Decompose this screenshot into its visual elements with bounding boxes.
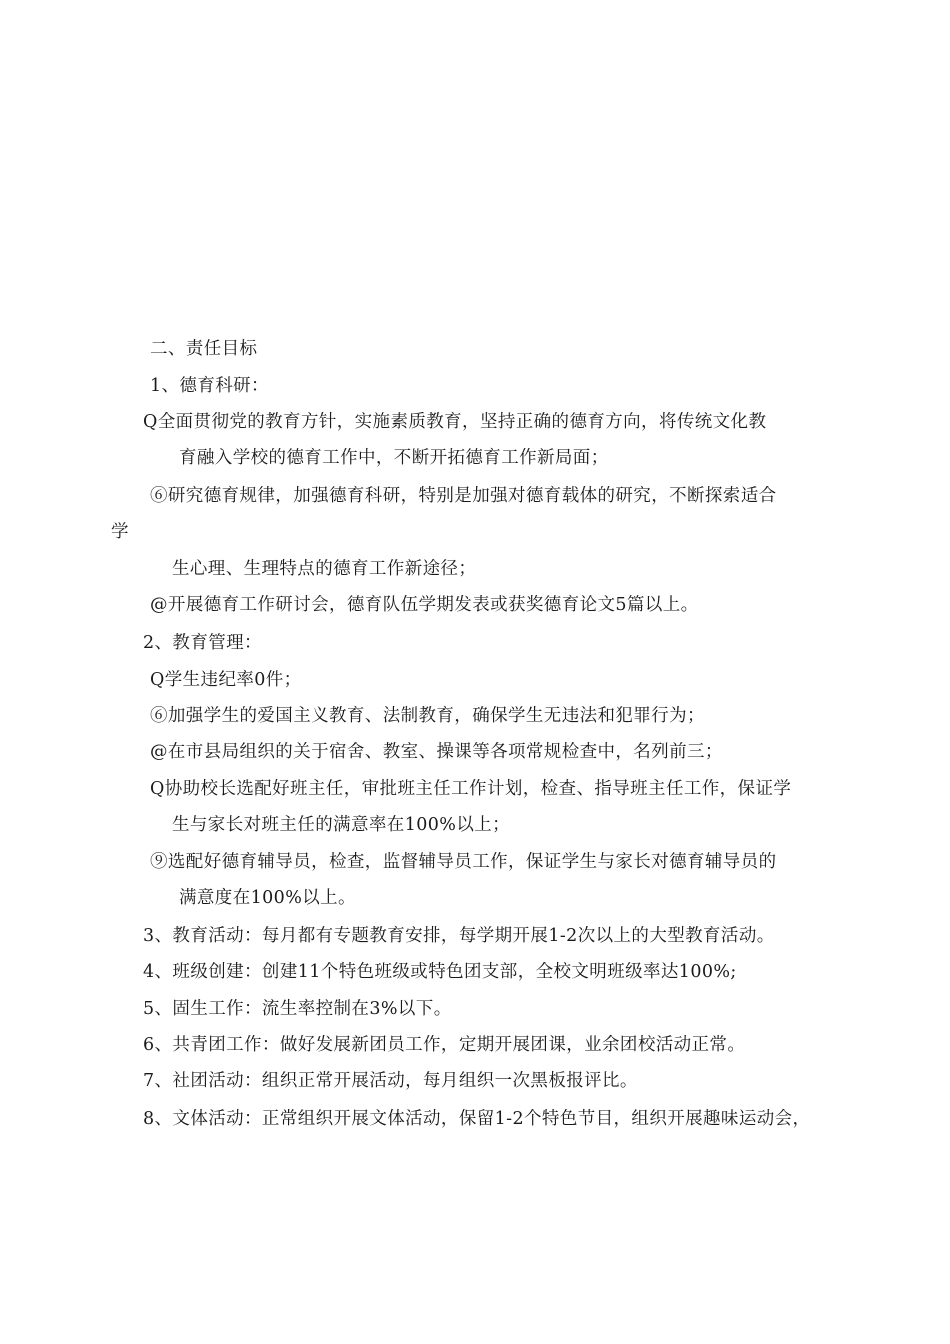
- list-item: @开展德育工作研讨会，德育队伍学期发表或获奖德育论文5篇以上。: [150, 595, 699, 615]
- list-item: @在市县局组织的关于宿舍、教室、操课等各项常规检查中，名列前三；: [150, 742, 723, 762]
- section-title: 二、责任目标: [150, 339, 258, 359]
- list-item: Q学生违纪率0件；: [150, 670, 302, 690]
- list-item: 1、德育科研：: [150, 376, 269, 396]
- list-item: 2、教育管理：: [143, 633, 262, 653]
- list-item: 5、固生工作：流生率控制在3%以下。: [143, 999, 452, 1019]
- list-item: 8、文体活动：正常组织开展文体活动，保留1-2个特色节目，组织开展趣味运动会，: [143, 1109, 811, 1129]
- list-item: ⑥加强学生的爱国主义教育、法制教育，确保学生无违法和犯罪行为；: [150, 706, 705, 726]
- list-item: ⑥研究德育规律，加强德育科研，特别是加强对德育载体的研究，不断探索适合: [150, 486, 777, 506]
- list-item: 生心理、生理特点的德育工作新途径；: [172, 559, 477, 579]
- list-item: 6、共青团工作：做好发展新团员工作，定期开展团课，业余团校活动正常。: [143, 1035, 746, 1055]
- list-item: Q全面贯彻党的教育方针，实施素质教育，坚持正确的德育方向，将传统文化教: [143, 412, 767, 432]
- list-item: 7、社团活动：组织正常开展活动，每月组织一次黑板报评比。: [143, 1071, 638, 1091]
- list-item: Q协助校长选配好班主任，审批班主任工作计划，检查、指导班主任工作，保证学: [150, 779, 792, 799]
- list-item: 4、班级创建：创建11个特色班级或特色团支部，全校文明班级率达100%;: [143, 962, 737, 982]
- list-item: 3、教育活动：每月都有专题教育安排，每学期开展1-2次以上的大型教育活动。: [143, 926, 775, 946]
- list-item: 满意度在100%以上。: [179, 888, 356, 908]
- list-item: 生与家长对班主任的满意率在100%以上；: [172, 815, 511, 835]
- list-item: 学: [111, 522, 129, 542]
- list-item: 育融入学校的德育工作中，不断开拓德育工作新局面；: [179, 448, 609, 468]
- list-item: ⑨选配好德育辅导员，检查，监督辅导员工作，保证学生与家长对德育辅导员的: [150, 852, 777, 872]
